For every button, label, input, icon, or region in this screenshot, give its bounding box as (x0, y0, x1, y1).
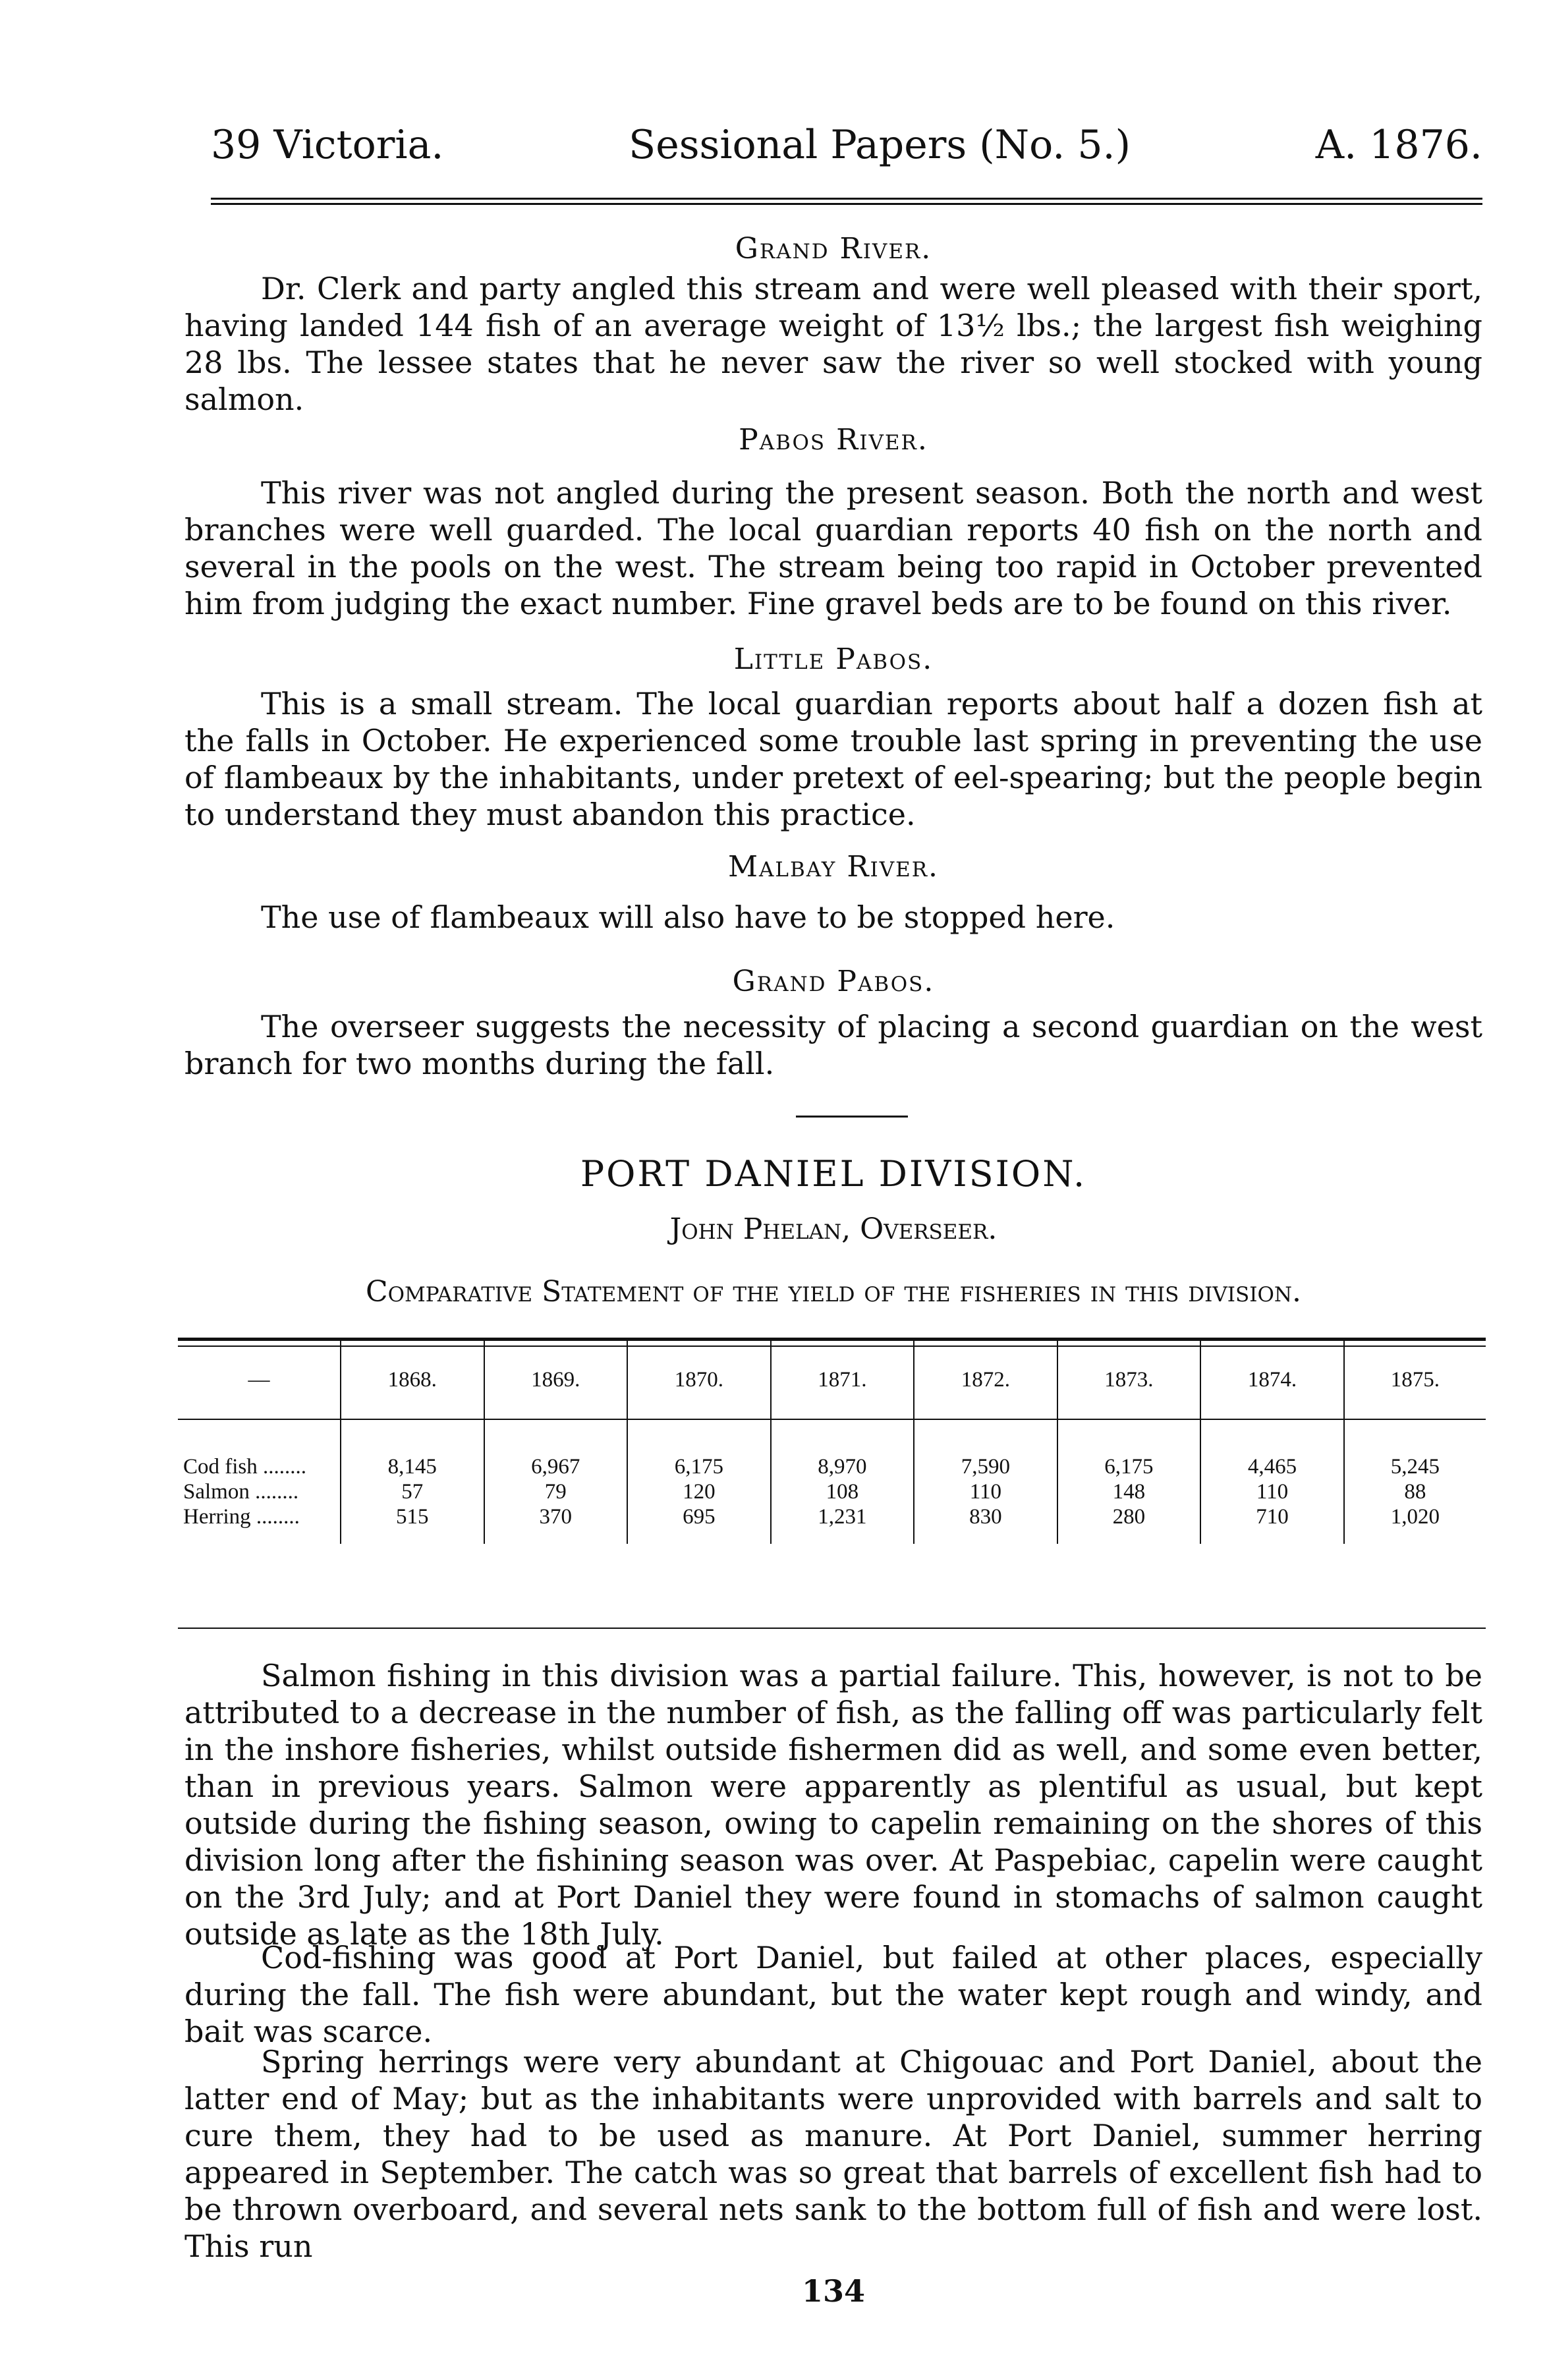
table-cell: 370 (484, 1504, 628, 1544)
section-text-little-pabos: This is a small stream. The local guardian reports about half a dozen fish at the falls in October. He experienced some trouble last spring in preventing the use of flambeaux by the inhabitants, under pretext of eel-spearing; but the people begin to understand they must abandon this practice. (184, 686, 1482, 832)
header-rule-2 (211, 203, 1482, 205)
section-divider (796, 1116, 908, 1118)
table-cell: 830 (914, 1504, 1057, 1544)
row-label: Salmon ........ (183, 1480, 299, 1504)
table-cell: 1,020 (1344, 1504, 1486, 1544)
table-cell: 110 (1200, 1479, 1344, 1504)
year-header: 1870. (627, 1341, 771, 1419)
table-cell: 7,590 (914, 1419, 1057, 1479)
header-title: Sessional Papers (No. 5.) (629, 122, 1131, 168)
header-rule (211, 198, 1482, 200)
section-title-grand-pabos: Grand Pabos. (732, 965, 935, 998)
table-cell: 79 (484, 1479, 628, 1504)
year-header: 1873. (1057, 1341, 1201, 1419)
division-overseer: John Phelan, Overseer. (669, 1212, 998, 1246)
section-text-grand-river: Dr. Clerk and party angled this stream and were well pleased with their sport, having landed 144 fish of an average weight of 13½ lbs.; the largest fish weighing 28 lbs. The lessee states that he never saw the river so well stocked with young salmon. (184, 271, 1482, 417)
running-header (211, 119, 1482, 171)
table-cell: 4,465 (1200, 1419, 1344, 1479)
section-title-pabos-river: Pabos River. (739, 423, 928, 457)
table-cell: 280 (1057, 1504, 1201, 1544)
section-text-pabos-river: This river was not angled during the present season. Both the north and west branches were well guarded. The local guardian reports 40 fish on the north and several in the pools on the west. The stream being too rapid in October prevented him from judging the exact number. Fine gravel beds are to be found on this river. (184, 475, 1482, 621)
table-cell: 710 (1200, 1504, 1344, 1544)
table-corner: — (178, 1341, 341, 1419)
yield-table (178, 1341, 1486, 1544)
yield-table-wrap (178, 1341, 1486, 1641)
section-title-malbay-river: Malbay River. (727, 850, 940, 884)
table-cell: 8,145 (341, 1419, 484, 1479)
year-header: 1868. (341, 1341, 484, 1419)
table-cell: 110 (914, 1479, 1057, 1504)
table-cell: 695 (627, 1504, 771, 1544)
table-cell: 57 (341, 1479, 484, 1504)
table-cell: 515 (341, 1504, 484, 1544)
year-header: 1869. (484, 1341, 628, 1419)
body-paragraph-cod: Cod-fishing was good at Port Daniel, but failed at other places, especially during the fall. The fish were abundant, but the water kept rough and windy, and bait was scarce. (184, 1940, 1482, 2049)
body-paragraph-salmon: Salmon fishing in this division was a partial failure. This, however, is not to be attributed to a decrease in the number of fish, as the falling off was particularly felt in the inshore fisheries, whilst outside fishermen did as well, and some even better, than in previous years. Salmon were apparently as plentiful as usual, but kept outside during the fishing season, owing to capelin remaining on the shores of this division long after the fishining season was over. At Paspebiac, capelin were caught on the 3rd July; and at Port Daniel they were found in stomachs of salmon caught outside as late as the 18th July. (184, 1658, 1482, 1952)
table-row (178, 1479, 1486, 1504)
section-title-little-pabos: Little Pabos. (733, 642, 934, 676)
table-cell: 148 (1057, 1479, 1201, 1504)
table-cell: 6,175 (627, 1419, 771, 1479)
year-header: 1874. (1200, 1341, 1344, 1419)
row-label: Cod fish ........ (183, 1455, 307, 1479)
table-cell: 6,967 (484, 1419, 628, 1479)
section-text-grand-pabos: The overseer suggests the necessity of placing a second guardian on the west branch for two months during the fall. (184, 1009, 1482, 1081)
division-title: PORT DANIEL DIVISION. (580, 1153, 1087, 1195)
year-header: 1875. (1344, 1341, 1486, 1419)
row-label: Herring ........ (183, 1505, 300, 1529)
year-header: 1871. (771, 1341, 914, 1419)
table-cell: 5,245 (1344, 1419, 1486, 1479)
table-cell: 88 (1344, 1479, 1486, 1504)
table-cell: 8,970 (771, 1419, 914, 1479)
table-bottom-rule (178, 1628, 1486, 1629)
table-cell: 6,175 (1057, 1419, 1201, 1479)
comparative-statement: Comparative Statement of the yield of the fisheries in this division. (365, 1275, 1302, 1309)
header-year: A. 1876. (1315, 122, 1482, 168)
body-paragraph-herring: Spring herrings were very abundant at Chigouac and Port Daniel, about the latter end of May; but as the inhabitants were unprovided with barrels and salt to cure them, they had to be used as manure. At Port Daniel, summer herring appeared in September. The catch was so great that barrels of excellent fish had to be thrown overboard, and several nets sank to the bottom full of fish and were lost. This run (184, 2044, 1482, 2264)
table-row (178, 1504, 1486, 1544)
table-row (178, 1419, 1486, 1479)
section-title-grand-river: Grand River. (735, 232, 932, 266)
section-text-malbay-river: The use of flambeaux will also have to be stopped here. (261, 899, 1115, 935)
table-cell: 120 (627, 1479, 771, 1504)
table-cell: 108 (771, 1479, 914, 1504)
table-header-row (178, 1341, 1486, 1419)
page-number: 134 (801, 2273, 866, 2309)
table-cell: 1,231 (771, 1504, 914, 1544)
year-header: 1872. (914, 1341, 1057, 1419)
header-volume: 39 Victoria. (211, 122, 444, 168)
